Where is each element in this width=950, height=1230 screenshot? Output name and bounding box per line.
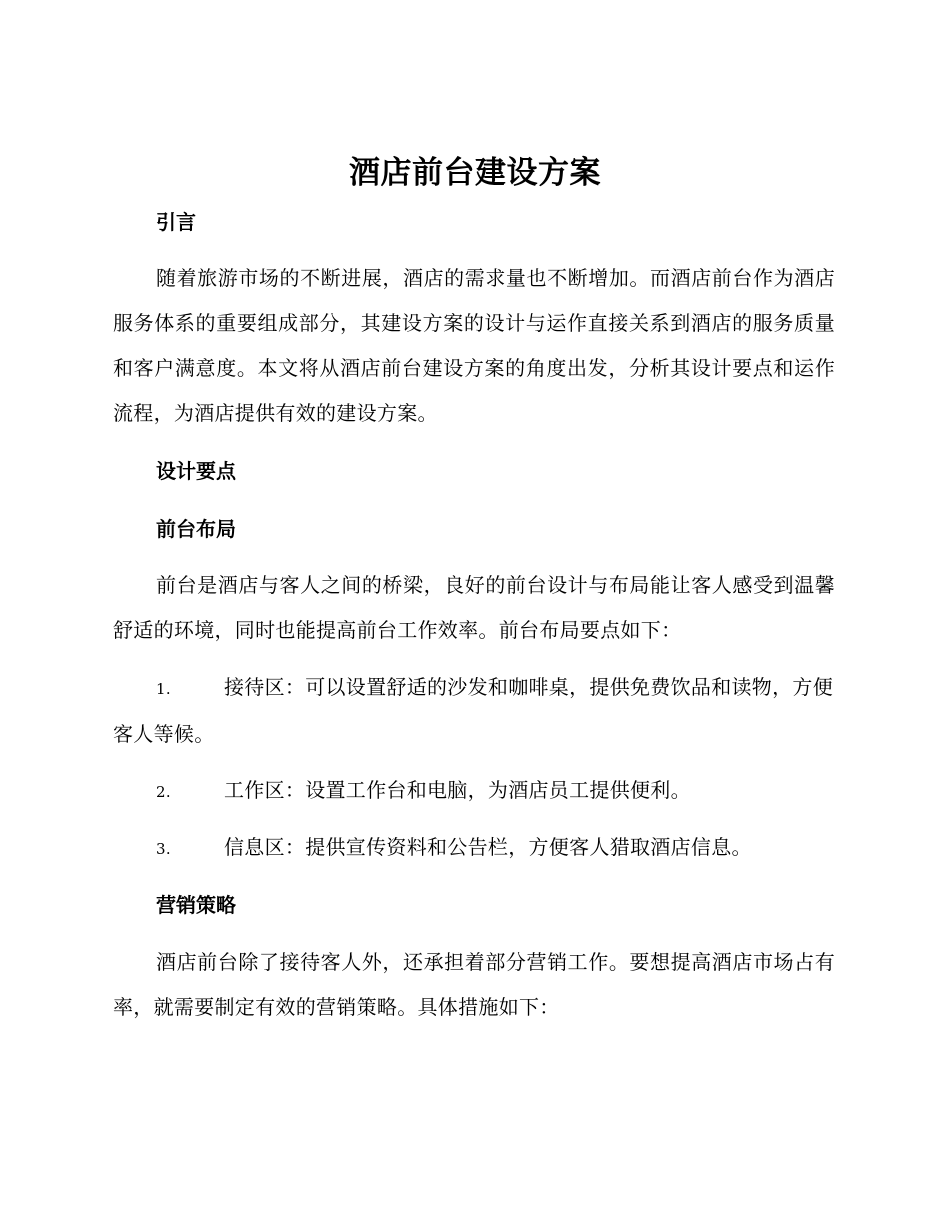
subsection-heading-layout: 前台布局 — [156, 517, 236, 541]
list-item-number: 2. — [156, 783, 171, 801]
list-item-text: 工作区：设置工作台和电脑，为酒店员工提供便利。 — [224, 778, 691, 802]
paragraph-layout: 前台是酒店与客人之间的桥梁，良好的前台设计与布局能让客人感受到温馨舒适的环境，同时也能提高前台工作效率。前台布局要点如下： — [113, 573, 835, 642]
list-item — [113, 665, 835, 757]
list-item-text: 信息区：提供宣传资料和公告栏，方便客人猎取酒店信息。 — [224, 835, 752, 859]
subsection-heading-marketing: 营销策略 — [156, 893, 236, 917]
paragraph-intro: 随着旅游市场的不断进展，酒店的需求量也不断增加。而酒店前台作为酒店服务体系的重要组成部分，其建设方案的设计与运作直接关系到酒店的服务质量和客户满意度。本文将从酒店前台建设方案的角度出发，分析其设计要点和运作流程，为酒店提供有效的建设方案。 — [113, 266, 835, 425]
list-item — [113, 768, 835, 815]
document-title: 酒店前台建设方案 — [349, 155, 601, 191]
list-item-number: 3. — [156, 840, 171, 858]
section-heading-design: 设计要点 — [156, 459, 236, 483]
paragraph-marketing: 酒店前台除了接待客人外，还承担着部分营销工作。要想提高酒店市场占有率，就需要制定有效的营销策略。具体措施如下： — [113, 950, 835, 1019]
list-item-number: 1. — [156, 680, 171, 698]
section-heading-intro: 引言 — [156, 210, 196, 234]
list-item — [113, 825, 835, 872]
list-item-text: 接待区：可以设置舒适的沙发和咖啡桌，提供免费饮品和读物，方便客人等候。 — [113, 675, 833, 746]
